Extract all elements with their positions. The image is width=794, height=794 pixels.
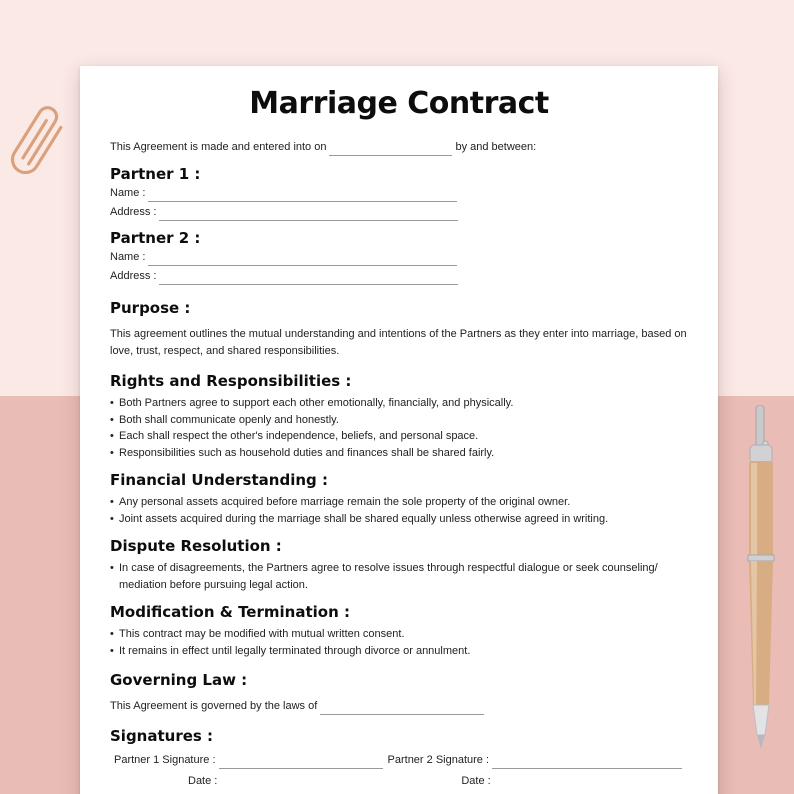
page-title: Marriage Contract	[249, 86, 549, 121]
financial-list	[110, 494, 688, 527]
dispute-heading: Dispute Resolution :	[110, 537, 282, 555]
governing-section	[110, 671, 688, 715]
rights-heading: Rights and Responsibilities :	[110, 372, 352, 390]
signatures-heading: Signatures :	[110, 727, 214, 745]
partner1-name-field[interactable]	[148, 190, 457, 202]
governing-heading: Governing Law :	[110, 671, 248, 689]
partner1-name-row	[110, 185, 688, 202]
governing-row	[110, 698, 688, 715]
list-item: • Any personal assets acquired before marriage remain the sole property of the original owner.	[110, 494, 688, 511]
governing-law-field[interactable]	[320, 703, 484, 715]
purpose-section	[110, 299, 688, 360]
dispute-section	[110, 537, 688, 593]
modification-heading: Modification & Termination :	[110, 603, 350, 621]
signature-row	[110, 752, 688, 769]
partner1-date-label: Date :	[188, 775, 218, 787]
partner1-name-label: Name :	[110, 187, 146, 199]
list-item: • Both shall communicate openly and honestly.	[110, 412, 688, 429]
paperclip-icon	[6, 95, 80, 187]
partner2-name-field[interactable]	[148, 254, 457, 266]
partner1-heading: Partner 1 :	[110, 165, 201, 183]
list-item: • This contract may be modified with mutual written consent.	[110, 626, 688, 643]
rights-list	[110, 395, 688, 461]
governing-text: This Agreement is governed by the laws of	[110, 700, 318, 712]
purpose-text: This agreement outlines the mutual understanding and intentions of the Partners as they enter into marriage, based on love, trust, respect, and shared responsibilities.	[110, 328, 687, 357]
partner2-name-label: Name :	[110, 251, 146, 263]
partner1-section	[110, 165, 688, 221]
rights-section	[110, 372, 688, 461]
intro-suffix: by and between:	[455, 141, 537, 153]
partner2-signature-label: Partner 2 Signature :	[387, 754, 490, 766]
purpose-heading: Purpose :	[110, 299, 191, 317]
partner2-address-row	[110, 268, 688, 285]
partner2-section	[110, 229, 688, 285]
dispute-list	[110, 560, 688, 593]
partner2-heading: Partner 2 :	[110, 229, 201, 247]
pen-icon	[744, 405, 784, 765]
list-item: • In case of disagreements, the Partners agree to resolve issues through respectful dialogue or seek counseling/ mediation before pursuing legal action.	[110, 560, 688, 593]
list-item: • It remains in effect until legally terminated through divorce or annulment.	[110, 643, 688, 660]
partner2-date-label: Date :	[461, 775, 491, 787]
partner1-address-label: Address :	[110, 206, 157, 218]
financial-section	[110, 471, 688, 527]
modification-list	[110, 626, 688, 659]
intro-line	[110, 139, 688, 156]
list-item: • Each shall respect the other's independence, beliefs, and personal space.	[110, 428, 688, 445]
list-item: • Joint assets acquired during the marriage shall be shared equally unless otherwise agreed in writing.	[110, 511, 688, 528]
partner2-address-label: Address :	[110, 270, 157, 282]
signatures-section	[110, 727, 688, 787]
list-item: • Both Partners agree to support each other emotionally, financially, and physically.	[110, 395, 688, 412]
partner2-signature-field[interactable]	[492, 757, 682, 769]
list-item: • Responsibilities such as household duties and finances shall be shared fairly.	[110, 445, 688, 462]
partner1-address-row	[110, 204, 688, 221]
contract-page	[80, 66, 718, 794]
partner1-signature-field[interactable]	[219, 757, 383, 769]
partner1-signature-label: Partner 1 Signature :	[114, 754, 216, 766]
agreement-date-field[interactable]	[329, 144, 452, 156]
partner2-name-row	[110, 249, 688, 266]
partner1-address-field[interactable]	[159, 209, 458, 221]
financial-heading: Financial Understanding :	[110, 471, 328, 489]
date-row	[110, 775, 688, 787]
partner2-address-field[interactable]	[159, 273, 458, 285]
modification-section	[110, 603, 688, 659]
intro-prefix: This Agreement is made and entered into on	[110, 141, 327, 153]
